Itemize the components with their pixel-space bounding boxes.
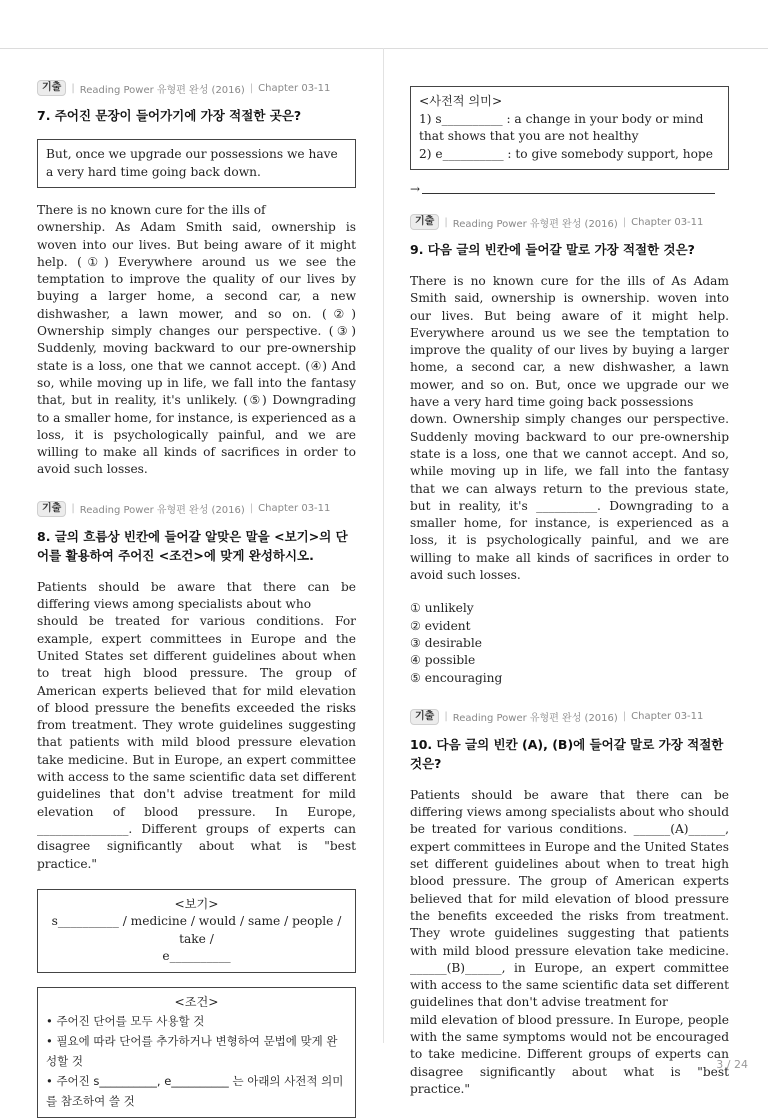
bogi-title: <보기> xyxy=(174,896,219,911)
passage-paragraph: Patients should be aware that there can be differing views among specialists about who should be treated for various conditions. ______(A)______, expert committees in Europe and the United States set different guidelines about when to treat high blood pressure. The group of American experts believed that for mild elevation of blood pressure the benefits exceeded the risks from treatment. They wrote guidelines suggesting that patients with mild blood pressure elevation take medicine. ______(B)______, in Europe, an expert committee with access to the same scientific data set different guidelines that don't advise treatment for xyxy=(410,787,729,1010)
question-7 xyxy=(37,80,356,479)
chapter-label: Chapter 03-11 xyxy=(258,503,331,515)
bogi-words-cont: e__________ xyxy=(162,949,231,964)
passage xyxy=(37,202,356,479)
passage xyxy=(410,787,729,1098)
exam-tag: 기출 xyxy=(37,501,66,517)
dictionary-box xyxy=(410,86,729,170)
chapter-label: Chapter 03-11 xyxy=(258,82,331,94)
definition-1: 1) s__________ : a change in your body or mind that shows that you are not healthy xyxy=(419,111,704,143)
condition-item: • 주어진 단어를 모두 사용할 것 xyxy=(46,1014,205,1029)
dictionary-title: <사전적 의미> xyxy=(419,94,503,108)
source-book: Reading Power 유형편 완성 (2016) xyxy=(79,84,245,96)
passage-line: Patients should be aware that there can be differing views among specialists about who xyxy=(37,579,356,612)
passage-paragraph: should be treated for various conditions. For example, expert committees in Europe and the United States set different guidelines about when to treat high blood pressure. The group of American experts believed that for mild elevation of blood pressure the benefits exceeded the risks from treatment. They wrote guidelines suggesting that patients with mild blood pressure elevation take medicine. But in Europe, an expert committee with access to the same scientific data set different guidelines that don't advise treatment for mild elevation of blood pressure. In Europe, _______________. Different groups of experts can disagree significantly about what is "best practice." xyxy=(37,614,356,871)
chapter-label: Chapter 03-11 xyxy=(631,711,704,723)
definition-2: 2) e__________ : to give somebody support, hope xyxy=(419,146,713,161)
source-book: Reading Power 유형편 완성 (2016) xyxy=(452,713,618,725)
option-3[interactable]: ③ desirable xyxy=(410,635,482,650)
question-title: 10. 다음 글의 빈칸 (A), (B)에 들어갈 말로 가장 적절한 것은? xyxy=(410,736,724,771)
question-title: 8. 글의 흐름상 빈칸에 들어갈 알맞은 말을 <보기>의 단어를 활용하여 주어진 <조건>에 맞게 완성하시오. xyxy=(37,528,348,563)
question-10 xyxy=(410,709,729,1098)
condition-item: • 주어진 s__________, e__________ 는 아래의 사전적 의미를 참조하여 쓸 것 xyxy=(46,1074,344,1109)
condition-item: • 필요에 따라 단어를 추가하거나 변형하여 문법에 맞게 완성할 것 xyxy=(46,1034,338,1069)
exam-tag: 기출 xyxy=(410,214,439,230)
question-source-line: 기출 | Reading Power 유형편 완성 (2016) | Chapter 03-11 xyxy=(410,709,729,725)
answer-options xyxy=(410,600,729,686)
exam-tag: 기출 xyxy=(410,709,439,725)
passage-paragraph: mild elevation of blood pressure. In Europe, people with the same symptoms would not be encouraged to take medicine. Different groups of experts can disagree significantly about what is "best practice." xyxy=(410,1012,729,1096)
source-book: Reading Power 유형편 완성 (2016) xyxy=(452,218,618,230)
page-number: 3 / 24 xyxy=(716,1058,748,1071)
passage-line: There is no known cure for the ills of xyxy=(37,203,266,217)
question-9 xyxy=(410,214,729,687)
question-source-line: 기출 | Reading Power 유형편 완성 (2016) | Chapter 03-11 xyxy=(37,80,356,96)
answer-line[interactable] xyxy=(410,182,729,196)
answer-blank[interactable] xyxy=(422,185,715,194)
question-title: 7. 주어진 문장이 들어가기에 가장 적절한 곳은? xyxy=(37,108,302,123)
bogi-box xyxy=(37,889,356,973)
left-column xyxy=(37,80,356,1118)
exam-tag: 기출 xyxy=(37,80,66,96)
condition-box xyxy=(37,987,356,1118)
header-rule xyxy=(0,48,768,49)
option-1[interactable]: ① unlikely xyxy=(410,601,474,616)
question-title: 9. 다음 글의 빈칸에 들어갈 말로 가장 적절한 것은? xyxy=(410,242,695,257)
bogi-words: s__________ / medicine / would / same / people / take / xyxy=(51,914,342,946)
question-source-line: 기출 | Reading Power 유형편 완성 (2016) | Chapter 03-11 xyxy=(37,501,356,517)
passage-paragraph: down. Ownership simply changes our perspective. Suddenly moving backward to our pre-ownership state is a loss, one that we cannot accept. And so, while moving up in life, we fall into the fantasy that we can always return to the previous state, but in reality, it's __________. Downgrading to a smaller home, for instance, is experienced as a loss, it is psychologically painful, and we are willing to make all kinds of sacrifices in order to avoid such losses. xyxy=(410,412,729,583)
option-2[interactable]: ② evident xyxy=(410,618,471,633)
question-8 xyxy=(37,501,356,1118)
passage-paragraph: ownership. As Adam Smith said, ownership is woven into our lives. But being aware of it might help. (①) Everywhere around us we see the temptation to improve the quality of our lives by buying a larger home, a second car, a new dishwasher, a lawn mower, and so on. (②) Ownership simply changes our perspective. (③) Suddenly, moving backward to our pre-ownership state is a loss, one that we cannot accept. (④) And so, while moving up in life, we fall into the fantasy that, but in reality, it's unlikely. (⑤) Downgrading to a smaller home, for instance, is experienced as a loss, it is psychologically painful, and we are willing to make all kinds of sacrifices in order to avoid such losses. xyxy=(37,220,356,477)
passage xyxy=(37,579,356,873)
passage-paragraph: There is no known cure for the ills of As Adam Smith said, ownership is ownership. woven into our lives. But being aware of it might help. Everywhere around us we see the temptation to improve the quality of our lives by buying a larger home, a second car, a new dishwasher, a lawn mower, and so on. But, once we upgrade our we have a very hard time going back possessions xyxy=(410,274,729,410)
passage xyxy=(410,273,729,584)
option-4[interactable]: ④ possible xyxy=(410,653,476,668)
condition-title: <조건> xyxy=(174,994,219,1009)
column-divider xyxy=(383,48,384,1043)
right-column xyxy=(410,80,729,1098)
arrow-icon: → xyxy=(410,182,421,196)
question-source-line: 기출 | Reading Power 유형편 완성 (2016) | Chapter 03-11 xyxy=(410,214,729,230)
chapter-label: Chapter 03-11 xyxy=(631,216,704,228)
source-book: Reading Power 유형편 완성 (2016) xyxy=(79,505,245,517)
given-sentence-box: But, once we upgrade our possessions we have a very hard time going back down. xyxy=(37,139,356,188)
option-5[interactable]: ⑤ encouraging xyxy=(410,670,503,685)
